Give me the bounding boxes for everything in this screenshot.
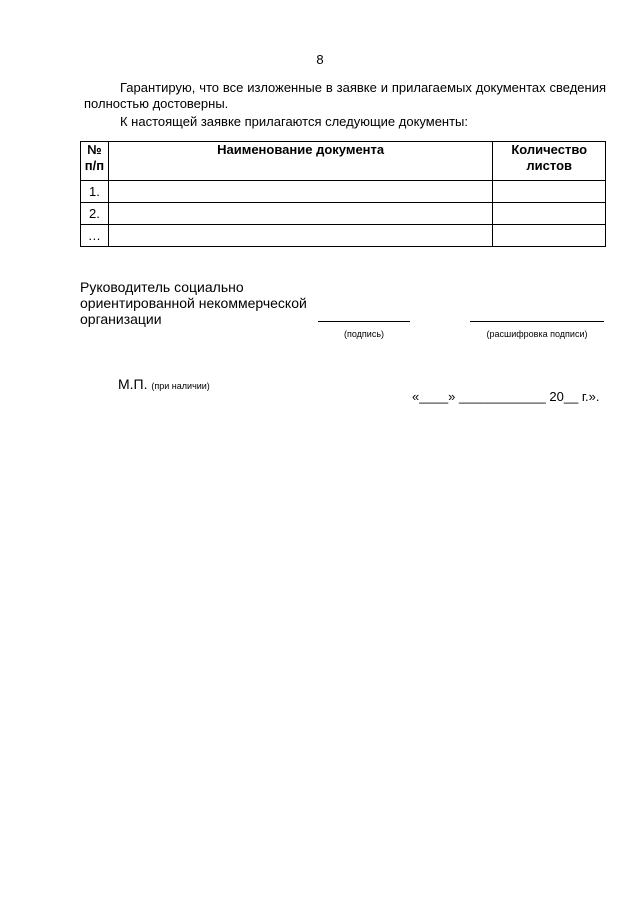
header-number: [81, 142, 109, 181]
documents-table: [80, 141, 606, 247]
guarantee-paragraph: Гарантирую, что все изложенные в заявке и прилагаемых документах сведения полностью достоверны.: [84, 80, 606, 111]
header-document-name: [108, 142, 493, 181]
signer-title-line2: ориентированной некоммерческой: [80, 295, 307, 311]
row-page-count: [493, 203, 606, 225]
row-number: 1.: [81, 181, 109, 203]
date-line: «____» ____________ 20__ г.».: [412, 389, 600, 404]
table-row: [81, 225, 606, 247]
stamp-placeholder: [118, 376, 210, 392]
header-page-count-line1: Количество: [511, 142, 588, 157]
stamp-note: (при наличии): [151, 381, 210, 391]
signer-title: [80, 279, 307, 327]
signer-title-line3: организации: [80, 311, 162, 327]
signature-line: [318, 321, 410, 322]
signer-title-line1: Руководитель социально: [80, 279, 244, 295]
row-page-count: [493, 181, 606, 203]
header-page-count-line2: листов: [526, 158, 572, 173]
table-row: [81, 203, 606, 225]
row-document-name: [108, 225, 493, 247]
header-page-count: [493, 142, 606, 181]
attachments-intro: К настоящей заявке прилагаются следующие документы:: [120, 114, 469, 129]
page-number: 8: [316, 52, 324, 67]
header-number-line1: №: [87, 142, 102, 157]
header-number-line2: п/п: [84, 158, 105, 173]
stamp-label: М.П.: [118, 376, 148, 392]
row-document-name: [108, 203, 493, 225]
header-document-name-text: Наименование документа: [217, 142, 385, 157]
table-row: [81, 181, 606, 203]
row-page-count: [493, 225, 606, 247]
table-header-row: [81, 142, 606, 181]
row-document-name: [108, 181, 493, 203]
row-number: …: [81, 225, 109, 247]
signature-decoding-caption: (расшифровка подписи): [486, 329, 588, 339]
signature-decoding-line: [470, 321, 604, 322]
row-number: 2.: [81, 203, 109, 225]
signature-caption: (подпись): [343, 329, 385, 339]
